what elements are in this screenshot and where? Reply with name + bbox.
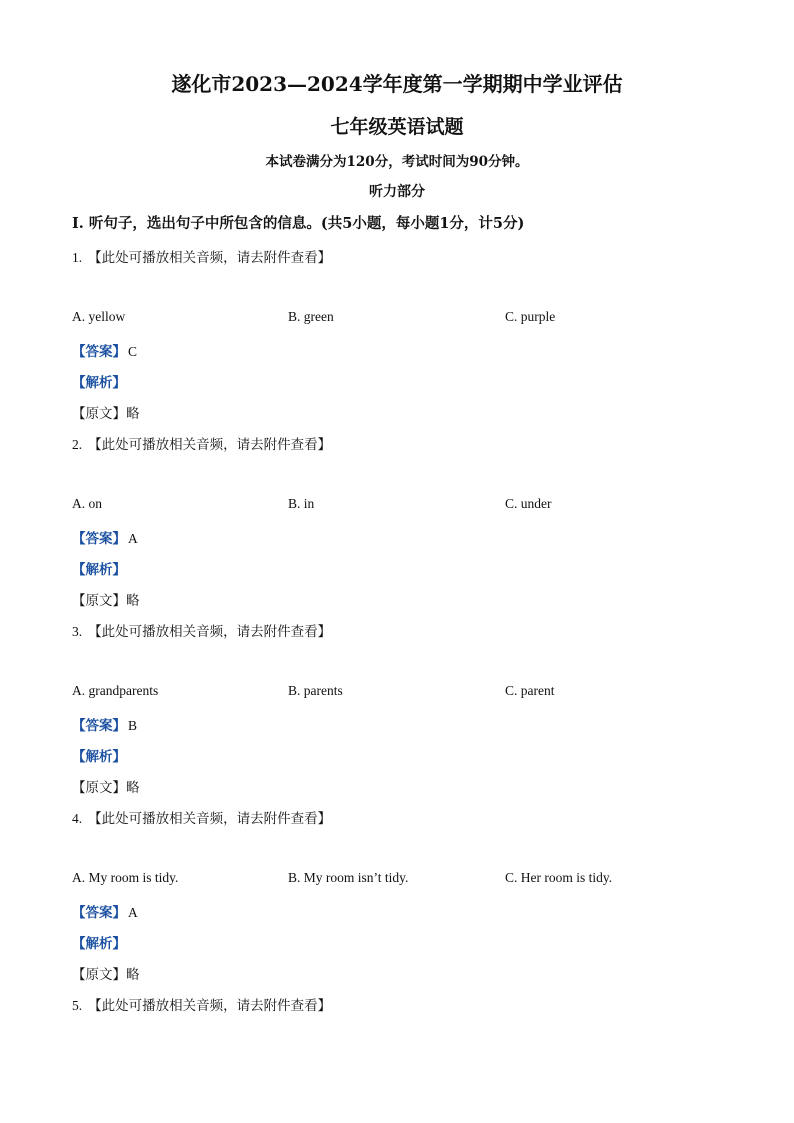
option-b: B. green: [288, 309, 334, 324]
explanation-label: 【解析】: [72, 936, 126, 952]
original-line: [72, 402, 140, 422]
exam-title: 遂化市2023—2024学年度第一学期期中学业评估: [171, 72, 623, 96]
question-header: [72, 433, 331, 453]
answer-line: [72, 901, 138, 921]
original-value: 略: [126, 593, 140, 609]
original-label: 【原文】: [72, 406, 126, 422]
exam-note: 本试卷满分为120分，考试时间为90分钟。: [265, 154, 529, 170]
option-c: C. Her room is tidy.: [505, 870, 613, 885]
option-a: A. My room is tidy.: [72, 870, 179, 885]
explanation-line: [72, 558, 126, 578]
option-b: B. parents: [288, 683, 343, 698]
answer-label: 【答案】: [72, 531, 126, 547]
section-heading: Ⅰ. 听句子，选出句子中所包含的信息。(共5小题，每小题1分，计5分): [72, 215, 525, 232]
answer-value: A: [128, 905, 138, 920]
question-number: 3.: [72, 624, 83, 639]
option-a: A. grandparents: [72, 683, 159, 698]
answer-line: [72, 340, 137, 360]
original-label: 【原文】: [72, 780, 126, 796]
option-c: C. under: [505, 496, 552, 511]
explanation-line: [72, 745, 126, 765]
question-4: [72, 807, 772, 993]
original-value: 略: [126, 406, 140, 422]
answer-value: C: [128, 344, 138, 359]
exam-subtitle: 七年级英语试题: [330, 116, 464, 138]
question-5: [72, 994, 772, 1024]
audio-placeholder: 【此处可播放相关音频，请去附件查看】: [88, 998, 332, 1014]
answer-label: 【答案】: [72, 905, 126, 921]
question-header: [72, 994, 331, 1014]
audio-placeholder: 【此处可播放相关音频，请去附件查看】: [88, 250, 332, 266]
explanation-label: 【解析】: [72, 375, 126, 391]
question-number: 4.: [72, 811, 83, 826]
original-label: 【原文】: [72, 967, 126, 983]
question-number: 1.: [72, 250, 83, 265]
question-header: [72, 620, 331, 640]
answer-label: 【答案】: [72, 344, 126, 360]
answer-value: A: [128, 531, 138, 546]
question-number: 2.: [72, 437, 83, 452]
explanation-line: [72, 371, 126, 391]
question-3: [72, 620, 772, 806]
option-b: B. in: [288, 496, 315, 511]
answer-line: [72, 714, 137, 734]
option-a: A. yellow: [72, 309, 126, 324]
original-value: 略: [126, 967, 140, 983]
answer-label: 【答案】: [72, 718, 126, 734]
answer-line: [72, 527, 138, 547]
option-c: C. parent: [505, 683, 555, 698]
question-header: [72, 246, 331, 266]
explanation-line: [72, 932, 126, 952]
original-value: 略: [126, 780, 140, 796]
audio-placeholder: 【此处可播放相关音频，请去附件查看】: [88, 624, 332, 640]
answer-value: B: [128, 718, 138, 733]
part-heading: 听力部分: [369, 184, 425, 200]
explanation-label: 【解析】: [72, 562, 126, 578]
original-line: [72, 963, 140, 983]
option-a: A. on: [72, 496, 102, 511]
original-line: [72, 589, 140, 609]
question-1: [72, 246, 772, 432]
audio-placeholder: 【此处可播放相关音频，请去附件查看】: [88, 811, 332, 827]
audio-placeholder: 【此处可播放相关音频，请去附件查看】: [88, 437, 332, 453]
option-b: B. My room isn’t tidy.: [288, 870, 409, 885]
original-label: 【原文】: [72, 593, 126, 609]
option-c: C. purple: [505, 309, 556, 324]
question-number: 5.: [72, 998, 83, 1013]
original-line: [72, 776, 140, 796]
question-header: [72, 807, 331, 827]
question-2: [72, 433, 772, 619]
explanation-label: 【解析】: [72, 749, 126, 765]
